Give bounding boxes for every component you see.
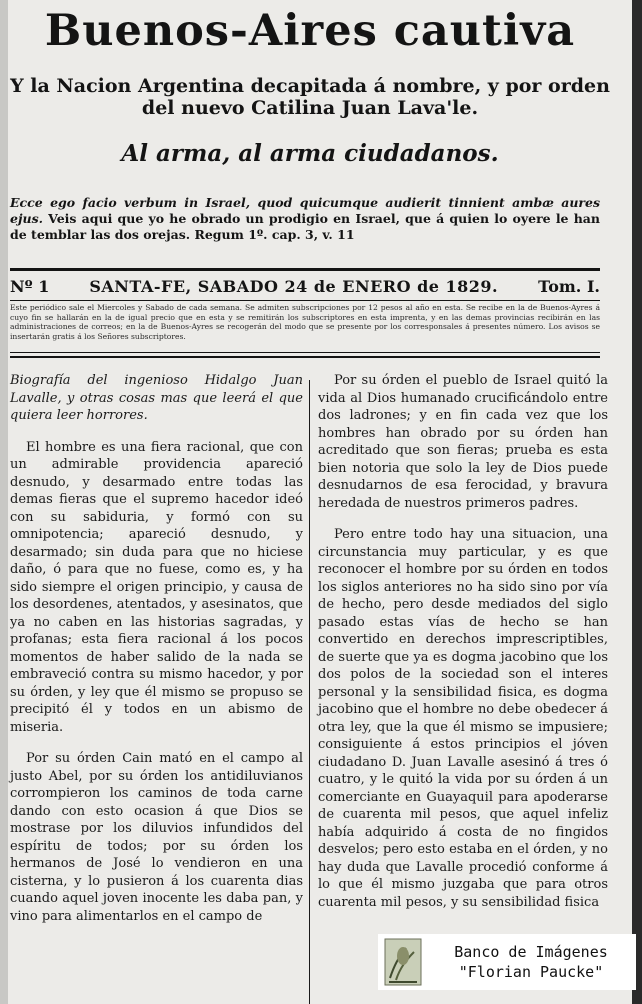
left-paragraph-1: El hombre es una fiera racional, que con un admirable providencia apareció desnudo, y desarmado entre todas las demas fieras que el supremo hacedor ideó con su sabiduria, y formó con su omnipotencia; apareció desnudo, y desarmado; sin duda para que no hiciese daño, ó para que no fuese, como es, y ha sido siempre el origen principio, y causa de los desordenes, atentados, y asesinatos, que ya no caben en las historias sagradas, y profanas; esta fiera racional á los pocos momentos de haber salido de la nada se embraveció contra su mismo hacedor, y por su órden, y ley que él mismo se propuso se precipitó él y todos en un abismo de miseria.	[10, 439, 303, 735]
archive-logo-icon	[384, 938, 422, 986]
left-column	[10, 372, 303, 939]
masthead-bottom-rule	[10, 300, 600, 301]
masthead-top-rule	[10, 268, 600, 271]
watermark-line-1: Banco de Imágenes	[454, 943, 608, 961]
biography-heading: Biografía del ingenioso Hidalgo Juan Lavalle, y otras cosas mas que leerá el que quiera leer horrores.	[10, 373, 303, 423]
epigraph-latin: Ecce ego facio verbum in Israel, quod quicumque audierit tinnient ambæ aures ejus.	[10, 195, 600, 226]
issue-date: SANTA-FE, SABADO 24 de ENERO de 1829.	[89, 276, 499, 296]
issue-tome: Tom. I.	[538, 276, 600, 296]
call-to-arms: Al arma, al arma ciudadanos.	[121, 140, 499, 167]
watermark-line-2: "Florian Paucke"	[458, 963, 604, 981]
left-paragraph-2: Por su órden Cain mató en el campo al justo Abel, por su órden los antidiluvianos corrompieron los caminos de toda carne dando con esto ocasion á que Dios se mostrase por los diluvios infundidos del espíritu de todos; por su órden los hermanos de José lo vendieron en una cisterna, y lo pusieron á los cuarenta dias cuando aquel joven inocente les daba pan, y vino para alimentarlos en el campo de	[10, 751, 303, 924]
archive-watermark	[378, 934, 636, 990]
subtitle-line-2: del nuevo Catilina Juan Lava'le.	[141, 97, 479, 119]
subtitle-line-1: Y la Nacion Argentina decapitada á nombre, y por orden	[10, 75, 610, 97]
right-paragraph-2: Pero entre todo hay una situacion, una circunstancia muy particular, y es que reconocer el hombre por su órden en todos los siglos anteriores no ha sido sino por vía de hecho, pero desde mediados del siglo pasado estas vías de hecho se han convertido en derechos imprescriptibles, de suerte que ya es dogma jacobino que los dos polos de la sociedad son el interes personal y la sensibilidad fisica, es dogma jacobino que el hombre no debe obedecer á otra ley, que la que él mismo se impusiere; consiguiente á estos principios el jóven ciudadano D. Juan Lavalle asesinó á tres ó cuatro, y le quitó la vida por su órden á un comerciante en Guayaquil para apoderarse de cuarenta mil pesos, que aquel infeliz había adquirido á costa de no fingidos desvelos; pero esto estaba en el órden, y no hay duda que Lavalle procedió conforme á lo que él mismo juzgaba que para otros cuarenta mil pesos, y su sensibilidad fisica	[318, 527, 608, 910]
page-right-edge	[632, 0, 642, 1004]
notice-rule-1	[10, 352, 600, 353]
notice-rule-2	[10, 356, 600, 358]
masthead	[10, 273, 600, 299]
epigraph	[10, 195, 600, 243]
subscription-notice: Este periódico sale el Miercoles y Sabado de cada semana. Se admiten subscripciones por 12 pesos al año en esta. Se recibe en la de Buenos-Ayres á cuyo fin se hallarán en la de igual precio que en esta y se remitirán los subscriptores en esta imprenta, y en las demas provincias recibirán en las administraciones de correos; en la de Buenos-Ayres se recogerán del modo que se presente por los corresponsales á presentes número. Los avisos se insertarán gratis á los Señores subscriptores.	[10, 303, 600, 341]
right-column	[318, 372, 608, 925]
epigraph-spanish: Veis aqui que yo he obrado un prodigio en Israel, que á quien lo oyere le han de temblar las dos orejas. Regum 1º. cap. 3, v. 11	[10, 211, 600, 242]
right-paragraph-1: Por su órden el pueblo de Israel quitó la vida al Dios humanado crucificándolo entre dos ladrones; y en fin cada vez que los hombres han obrado por su órden han acreditado que son fieras; prueba es esta bien notoria que solo la ley de Dios puede desnudarnos de esa ferocidad, y bravura heredada de nuestros primeros padres.	[318, 373, 608, 511]
issue-number: Nº 1	[10, 276, 50, 296]
column-divider	[309, 380, 310, 1004]
newspaper-subtitle	[0, 75, 620, 119]
watermark-text	[426, 942, 636, 982]
newspaper-title: Buenos-Aires cautiva	[44, 6, 576, 56]
